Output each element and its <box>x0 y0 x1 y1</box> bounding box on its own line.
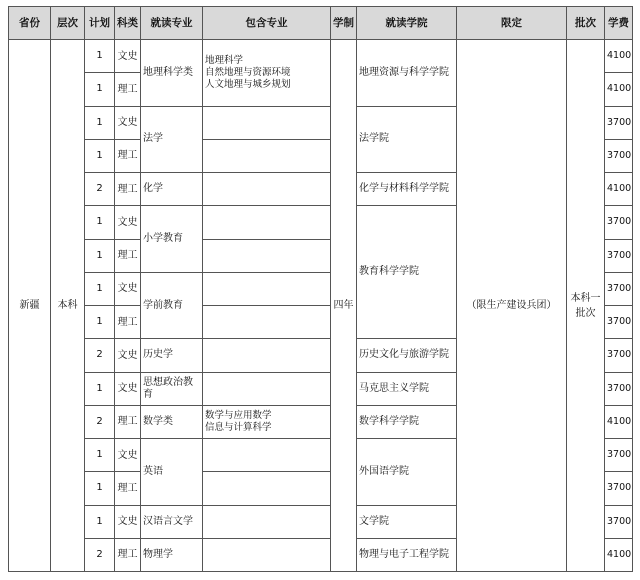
tuition-cell: 3700 <box>605 106 633 139</box>
tuition-cell: 3700 <box>605 472 633 505</box>
restriction-cell: （限生产建设兵团） <box>457 40 567 572</box>
subject-cell: 理工 <box>115 139 141 172</box>
batch-cell: 本科一批次 <box>567 40 605 572</box>
subject-cell: 文史 <box>115 272 141 305</box>
includes-cell <box>203 306 331 339</box>
subject-cell: 文史 <box>115 372 141 405</box>
tuition-cell: 4100 <box>605 73 633 106</box>
subject-cell: 理工 <box>115 173 141 206</box>
includes-cell <box>203 173 331 206</box>
college-cell: 法学院 <box>357 106 457 173</box>
subject-cell: 理工 <box>115 306 141 339</box>
college-cell: 外国语学院 <box>357 439 457 506</box>
plan-cell: 1 <box>85 73 115 106</box>
tuition-cell: 4100 <box>605 405 633 438</box>
header-college: 就读学院 <box>357 7 457 40</box>
plan-cell: 1 <box>85 372 115 405</box>
college-cell: 历史文化与旅游学院 <box>357 339 457 372</box>
major-cell: 小学教育 <box>141 206 203 273</box>
table-row <box>9 40 633 73</box>
plan-cell: 2 <box>85 339 115 372</box>
major-cell: 历史学 <box>141 339 203 372</box>
header-tuition: 学费 <box>605 7 633 40</box>
header-batch: 批次 <box>567 7 605 40</box>
major-cell: 英语 <box>141 439 203 506</box>
subject-cell: 文史 <box>115 505 141 538</box>
includes-cell: 地理科学 自然地理与资源环境 人文地理与城乡规划 <box>203 40 331 107</box>
tuition-cell: 3700 <box>605 272 633 305</box>
major-cell: 物理学 <box>141 538 203 571</box>
duration-cell: 四年 <box>331 40 357 572</box>
college-cell: 物理与电子工程学院 <box>357 538 457 571</box>
subject-cell: 理工 <box>115 239 141 272</box>
header-includes: 包含专业 <box>203 7 331 40</box>
subject-cell: 理工 <box>115 538 141 571</box>
plan-cell: 1 <box>85 439 115 472</box>
includes-cell: 数学与应用数学 信息与计算科学 <box>203 405 331 438</box>
major-cell: 数学类 <box>141 405 203 438</box>
plan-cell: 1 <box>85 106 115 139</box>
tuition-cell: 3700 <box>605 306 633 339</box>
college-cell: 马克思主义学院 <box>357 372 457 405</box>
major-cell: 思想政治教育 <box>141 372 203 405</box>
subject-cell: 文史 <box>115 106 141 139</box>
province-cell: 新疆 <box>9 40 51 572</box>
tuition-cell: 4100 <box>605 538 633 571</box>
subject-cell: 文史 <box>115 339 141 372</box>
plan-cell: 1 <box>85 272 115 305</box>
plan-cell: 2 <box>85 173 115 206</box>
tuition-cell: 3700 <box>605 439 633 472</box>
includes-cell <box>203 239 331 272</box>
major-cell: 法学 <box>141 106 203 173</box>
major-cell: 学前教育 <box>141 272 203 339</box>
header-subject: 科类 <box>115 7 141 40</box>
tuition-cell: 3700 <box>605 239 633 272</box>
header-plan: 计划 <box>85 7 115 40</box>
plan-cell: 2 <box>85 405 115 438</box>
level-cell: 本科 <box>51 40 85 572</box>
includes-cell <box>203 139 331 172</box>
major-cell: 化学 <box>141 173 203 206</box>
plan-cell: 1 <box>85 40 115 73</box>
subject-cell: 文史 <box>115 40 141 73</box>
college-cell: 地理资源与科学学院 <box>357 40 457 107</box>
plan-cell: 1 <box>85 139 115 172</box>
includes-cell <box>203 505 331 538</box>
college-cell: 文学院 <box>357 505 457 538</box>
college-cell: 化学与材料科学学院 <box>357 173 457 206</box>
plan-cell: 1 <box>85 206 115 239</box>
header-level: 层次 <box>51 7 85 40</box>
plan-cell: 1 <box>85 306 115 339</box>
college-cell: 数学科学学院 <box>357 405 457 438</box>
header-restriction: 限定 <box>457 7 567 40</box>
subject-cell: 理工 <box>115 405 141 438</box>
includes-cell <box>203 439 331 472</box>
admission-plan-table <box>8 6 633 572</box>
includes-cell <box>203 272 331 305</box>
plan-cell: 2 <box>85 538 115 571</box>
tuition-cell: 3700 <box>605 339 633 372</box>
tuition-cell: 3700 <box>605 139 633 172</box>
college-cell: 教育科学学院 <box>357 206 457 339</box>
tuition-cell: 3700 <box>605 505 633 538</box>
includes-cell <box>203 339 331 372</box>
tuition-cell: 3700 <box>605 206 633 239</box>
subject-cell: 文史 <box>115 206 141 239</box>
tuition-cell: 4100 <box>605 173 633 206</box>
header-province: 省份 <box>9 7 51 40</box>
major-cell: 汉语言文学 <box>141 505 203 538</box>
tuition-cell: 4100 <box>605 40 633 73</box>
subject-cell: 理工 <box>115 472 141 505</box>
includes-cell <box>203 472 331 505</box>
includes-cell <box>203 372 331 405</box>
header-row <box>9 7 633 40</box>
major-cell: 地理科学类 <box>141 40 203 107</box>
tuition-cell: 3700 <box>605 372 633 405</box>
plan-cell: 1 <box>85 505 115 538</box>
includes-cell <box>203 106 331 139</box>
includes-cell <box>203 206 331 239</box>
plan-cell: 1 <box>85 472 115 505</box>
header-duration: 学制 <box>331 7 357 40</box>
subject-cell: 理工 <box>115 73 141 106</box>
includes-cell <box>203 538 331 571</box>
subject-cell: 文史 <box>115 439 141 472</box>
plan-cell: 1 <box>85 239 115 272</box>
header-major: 就读专业 <box>141 7 203 40</box>
